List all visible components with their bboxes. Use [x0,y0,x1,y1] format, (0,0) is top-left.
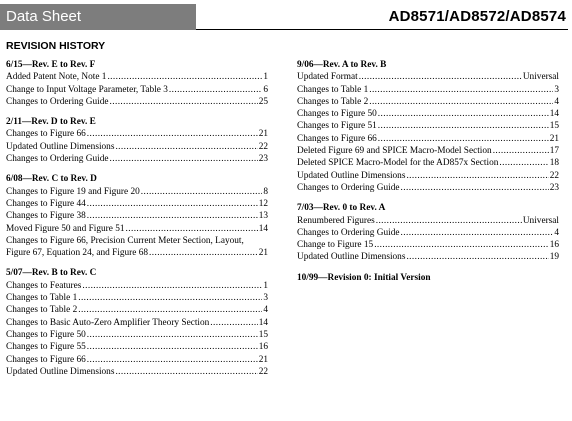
entry-page: 17 [549,146,559,157]
entry-page: 13 [258,211,268,222]
entry-page: 22 [258,366,268,377]
revision-entry [297,96,559,108]
entry-text: Figure 67, Equation 24, and Figure 68 [6,248,149,259]
revision-entry [6,304,268,316]
header-rule [196,29,568,30]
entry-page: 8 [263,186,268,197]
leader-dots [107,71,262,83]
revision-entry [297,182,559,194]
revision-entry [6,329,268,341]
leader-dots [210,317,257,329]
entry-page: 14 [549,109,559,120]
revision-entry-line2 [6,247,268,259]
entry-text: Changes to Figure 51 [297,121,377,132]
revision-entry [297,120,559,132]
leader-dots [406,251,548,263]
leader-dots [87,329,258,341]
entry-text: Updated Outline Dimensions [297,170,406,181]
leader-dots [378,120,549,132]
entry-page: Universal [522,215,559,226]
revision-heading: 7/03—Rev. 0 to Rev. A [297,203,386,214]
header-part-numbers: AD8571/AD8572/AD8574 [388,8,566,25]
entry-text: Renumbered Figures [297,215,375,226]
revision-entry [6,198,268,210]
leader-dots [149,247,258,259]
leader-dots [401,182,549,194]
revision-entry [6,141,268,153]
page-header [0,0,572,34]
right-column [297,59,559,292]
entry-text: Changes to Table 1 [6,293,78,304]
revision-entry [6,153,268,165]
revision-entry [297,84,559,96]
entry-text: Change to Input Voltage Parameter, Table 3 [6,84,168,95]
entry-text: Changes to Figure 19 and Figure 20 [6,186,140,197]
entry-text: Changes to Figure 50 [6,329,86,340]
leader-dots [376,215,522,227]
entry-page: 15 [258,329,268,340]
entry-page: 4 [554,227,559,238]
entry-text: Changes to Features [6,280,82,291]
entry-page: 12 [258,198,268,209]
entry-text: Moved Figure 50 and Figure 51 [6,223,125,234]
entry-page: 22 [258,141,268,152]
revision-entry [297,239,559,251]
entry-page: 14 [258,223,268,234]
revision-entry [6,366,268,378]
entry-page: 21 [258,129,268,140]
entry-page: 16 [258,342,268,353]
leader-dots [369,84,553,96]
revision-entry [6,96,268,108]
entry-text: Changes to Table 2 [297,96,369,107]
section-title: REVISION HISTORY [6,40,106,52]
entry-text: Changes to Figure 66 [6,129,86,140]
revision-group [6,173,268,259]
revision-entry [297,215,559,227]
leader-dots [87,128,258,140]
entry-text: Changes to Ordering Guide [6,154,109,165]
revision-group [6,267,268,378]
entry-page: 21 [258,248,268,259]
revision-group [6,116,268,165]
leader-dots [87,198,258,210]
entry-page: 16 [549,240,559,251]
revision-entry [6,84,268,96]
revision-heading: 6/08—Rev. C to Rev. D [6,174,97,185]
leader-dots [115,366,257,378]
entry-page: 3 [263,293,268,304]
revision-entry [297,251,559,263]
leader-dots [378,108,549,120]
entry-page: 14 [258,317,268,328]
revision-entry [6,186,268,198]
entry-page: 4 [263,305,268,316]
leader-dots [87,354,258,366]
leader-dots [115,141,257,153]
revision-entry [6,210,268,222]
leader-dots [359,71,522,83]
entry-text: Changes to Figure 38 [6,211,86,222]
entry-text: Changes to Basic Auto-Zero Amplifier Theory Section [6,317,210,328]
leader-dots [169,84,262,96]
revision-heading: 6/15—Rev. E to Rev. F [6,60,96,70]
revision-heading: 10/99—Revision 0: Initial Version [297,272,431,283]
entry-page: 22 [549,170,559,181]
entry-page: Universal [522,72,559,83]
leader-dots [126,223,258,235]
leader-dots [406,170,548,182]
entry-text: Changes to Figure 66, Precision Current Meter Section, Layout, [6,235,244,246]
revision-group [6,59,268,108]
revision-group [297,272,559,284]
entry-text: Deleted Figure 69 and SPICE Macro-Model Section [297,146,492,157]
revision-entry [297,170,559,182]
leader-dots [499,157,548,169]
entry-text: Changes to Figure 55 [6,342,86,353]
entry-page: 18 [549,158,559,169]
entry-text: Changes to Figure 50 [297,109,377,120]
left-column [6,40,268,386]
leader-dots [401,227,554,239]
entry-page: 4 [554,96,559,107]
revision-entry [6,128,268,140]
leader-dots [78,292,262,304]
entry-page: 3 [554,84,559,95]
revision-entry [6,280,268,292]
revision-entry [6,317,268,329]
revision-heading: 5/07—Rev. B to Rev. C [6,268,97,279]
entry-text: Added Patent Note, Note 1 [6,72,107,83]
revision-heading: 9/06—Rev. A to Rev. B [297,60,387,70]
revision-entry [297,108,559,120]
entry-page: 1 [263,72,268,83]
revision-entry [6,71,268,83]
revision-entry [6,341,268,353]
entry-page: 1 [263,280,268,291]
revision-entry [297,71,559,83]
entry-text: Changes to Ordering Guide [6,96,109,107]
entry-text: Changes to Figure 66 [6,354,86,365]
entry-page: 23 [549,182,559,193]
leader-dots [87,210,258,222]
leader-dots [87,341,258,353]
entry-text: Changes to Ordering Guide [297,227,400,238]
revision-group [297,59,559,194]
header-doc-type: Data Sheet [0,4,196,30]
entry-page: 23 [258,154,268,165]
entry-text: Updated Outline Dimensions [297,252,406,263]
entry-text: Updated Outline Dimensions [6,141,115,152]
revision-entry [297,157,559,169]
leader-dots [374,239,549,251]
revision-entry [297,133,559,145]
leader-dots [78,304,262,316]
entry-text: Deleted SPICE Macro-Model for the AD857x Section [297,158,499,169]
leader-dots [141,186,263,198]
entry-text: Updated Outline Dimensions [6,366,115,377]
entry-text: Changes to Table 1 [297,84,369,95]
revision-heading: 2/11—Rev. D to Rev. E [6,117,96,128]
revision-entry [6,354,268,366]
revision-entry [297,145,559,157]
entry-text: Changes to Table 2 [6,305,78,316]
revision-group [297,202,559,263]
leader-dots [378,133,549,145]
entry-text: Changes to Ordering Guide [297,182,400,193]
leader-dots [110,96,258,108]
entry-page: 6 [263,84,268,95]
leader-dots [493,145,549,157]
entry-text: Change to Figure 15 [297,240,374,251]
entry-page: 21 [549,133,559,144]
revision-entry-line1 [6,235,268,247]
entry-page: 25 [258,96,268,107]
entry-page: 19 [549,252,559,263]
revision-entry [6,223,268,235]
leader-dots [110,153,258,165]
leader-dots [82,280,262,292]
revision-entry [297,227,559,239]
entry-text: Updated Format [297,72,358,83]
leader-dots [369,96,553,108]
entry-text: Changes to Figure 66 [297,133,377,144]
entry-text: Changes to Figure 44 [6,198,86,209]
revision-entry [6,292,268,304]
entry-page: 21 [258,354,268,365]
entry-page: 15 [549,121,559,132]
